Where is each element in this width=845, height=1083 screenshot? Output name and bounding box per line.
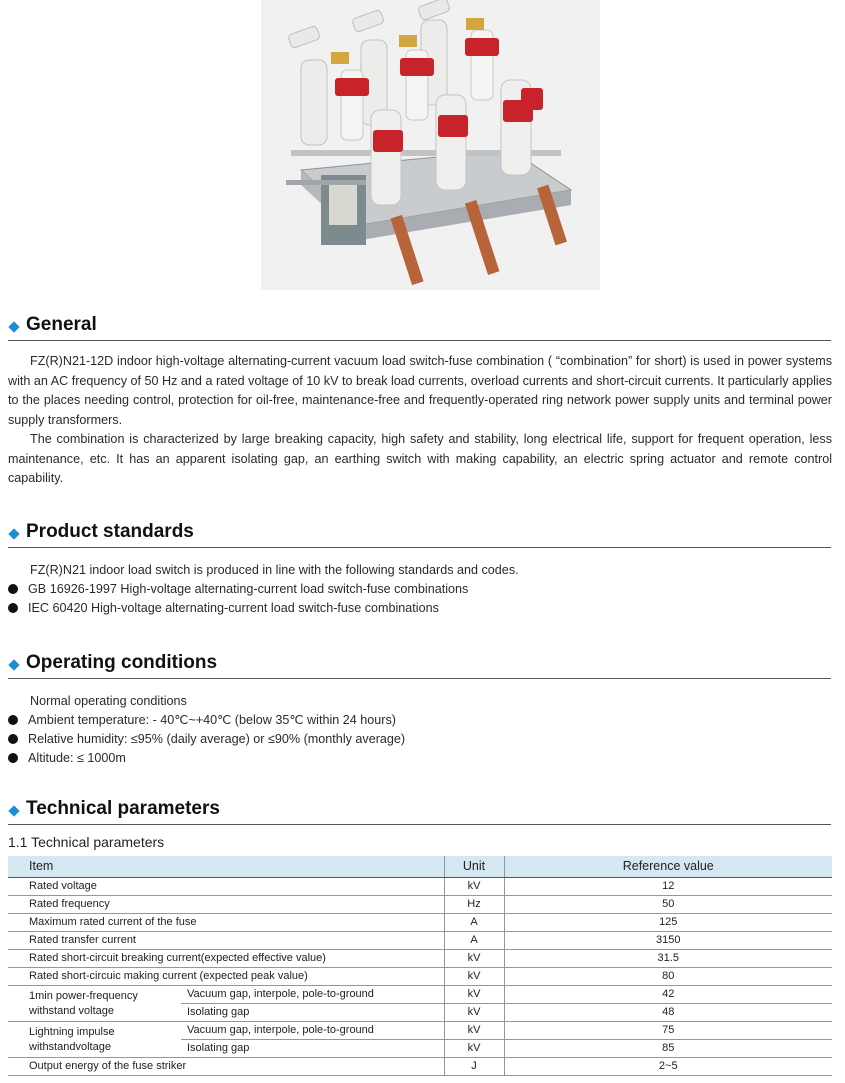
bullet-icon — [8, 715, 18, 725]
row-unit: J — [444, 1058, 504, 1076]
row-unit: kV — [444, 1022, 504, 1040]
row-unit: kV — [444, 950, 504, 968]
bullet-icon — [8, 734, 18, 744]
row-value: 50 — [504, 896, 832, 914]
row-item: Rated voltage — [8, 878, 444, 896]
table-row — [8, 878, 832, 896]
group-label-lightning-impulse — [8, 1022, 181, 1058]
row-item: Rated transfer current — [8, 932, 444, 950]
row-unit: A — [444, 914, 504, 932]
section-title: Technical parameters — [26, 798, 220, 819]
row-unit: A — [444, 932, 504, 950]
bullet-icon — [8, 584, 18, 594]
diamond-bullet-icon — [8, 321, 19, 332]
operating-item: Relative humidity: ≤95% (daily average) or ≤90% (monthly average) — [28, 732, 406, 746]
load-switch-illustration — [261, 0, 600, 290]
row-unit: kV — [444, 986, 504, 1004]
general-p1-text: FZ(R)N21-12D indoor high-voltage alternating-current vacuum load switch-fuse combination ( “combination” for short) is used in power systems with an AC frequency of 50 Hz and a rated voltage of 10 kV to break load currents, overload currents and short-circuit currents. It particularly applies to the places needing control, protection for oil-free, maintenance-free and frequently-operated ring network power supply units and terminal power supply transformers. — [8, 354, 832, 427]
table-header-row — [8, 856, 832, 878]
row-item: Rated short-circuic making current (expected peak value) — [8, 968, 444, 986]
standards-item: IEC 60420 High-voltage alternating-current load switch-fuse combinations — [28, 601, 439, 615]
table-row — [8, 986, 832, 1004]
table-row — [8, 968, 832, 986]
section-title: Product standards — [26, 521, 194, 542]
header-item: Item — [8, 856, 444, 878]
section-product-standards — [8, 523, 831, 548]
standards-item: GB 16926-1997 High-voltage alternating-current load switch-fuse combinations — [28, 582, 469, 596]
header-value: Reference value — [504, 856, 832, 878]
row-value: 12 — [504, 878, 832, 896]
section-title: General — [26, 314, 97, 335]
row-item: Rated frequency — [8, 896, 444, 914]
diamond-bullet-icon — [8, 528, 19, 539]
group-label-line: withstandvoltage — [29, 1040, 111, 1053]
row-value: 85 — [504, 1040, 832, 1058]
row-subitem: Vacuum gap, interpole, pole-to-ground — [181, 1022, 444, 1040]
diamond-bullet-icon — [8, 805, 19, 816]
row-value: 48 — [504, 1004, 832, 1022]
row-value: 3150 — [504, 932, 832, 950]
row-value: 31.5 — [504, 950, 832, 968]
bullet-icon — [8, 753, 18, 763]
row-subitem: Vacuum gap, interpole, pole-to-ground — [181, 986, 444, 1004]
standards-intro: FZ(R)N21 indoor load switch is produced in line with the following standards and codes. — [30, 563, 519, 577]
general-p2-text: The combination is characterized by large breaking capacity, high safety and stability, long electrical life, support for frequent operation, less maintenance, etc. It has an apparent isolating gap, an earthing switch with making capability, an electric spring actuator and remote control capability. — [8, 432, 832, 485]
row-value: 42 — [504, 986, 832, 1004]
row-value: 125 — [504, 914, 832, 932]
row-unit: kV — [444, 1040, 504, 1058]
operating-item: Ambient temperature: - 40℃~+40℃ (below 35℃ within 24 hours) — [28, 713, 396, 727]
table-row — [8, 914, 832, 932]
table-row — [8, 932, 832, 950]
row-subitem: Isolating gap — [181, 1040, 444, 1058]
table-row — [8, 1022, 832, 1040]
section-operating-conditions — [8, 654, 831, 679]
general-paragraph-1 — [8, 352, 832, 430]
row-subitem: Isolating gap — [181, 1004, 444, 1022]
group-label-line: Lightning impulse — [29, 1025, 115, 1038]
row-item: Output energy of the fuse striker — [8, 1058, 444, 1076]
table-row — [8, 896, 832, 914]
diamond-bullet-icon — [8, 659, 19, 670]
row-item: Maximum rated current of the fuse — [8, 914, 444, 932]
section-technical-parameters — [8, 800, 831, 825]
row-unit: kV — [444, 968, 504, 986]
operating-item: Altitude: ≤ 1000m — [28, 751, 126, 765]
row-value: 75 — [504, 1022, 832, 1040]
group-label-power-frequency — [8, 986, 181, 1022]
row-unit: kV — [444, 878, 504, 896]
bullet-icon — [8, 603, 18, 613]
table-row — [8, 1058, 832, 1076]
operating-intro: Normal operating conditions — [30, 694, 187, 708]
technical-subtitle: 1.1 Technical parameters — [8, 834, 165, 850]
header-unit: Unit — [444, 856, 504, 878]
general-paragraph-2 — [8, 430, 832, 489]
product-photo — [261, 0, 600, 290]
row-value: 80 — [504, 968, 832, 986]
table-row — [8, 950, 832, 968]
technical-parameters-table — [8, 856, 832, 1076]
group-label-line: 1min power-frequency — [29, 989, 138, 1002]
row-unit: kV — [444, 1004, 504, 1022]
row-item: Rated short-circuit breaking current(expected effective value) — [8, 950, 444, 968]
section-title: Operating conditions — [26, 652, 218, 673]
row-unit: Hz — [444, 896, 504, 914]
group-label-line: withstand voltage — [29, 1004, 114, 1017]
row-value: 2~5 — [504, 1058, 832, 1076]
section-general — [8, 316, 831, 341]
